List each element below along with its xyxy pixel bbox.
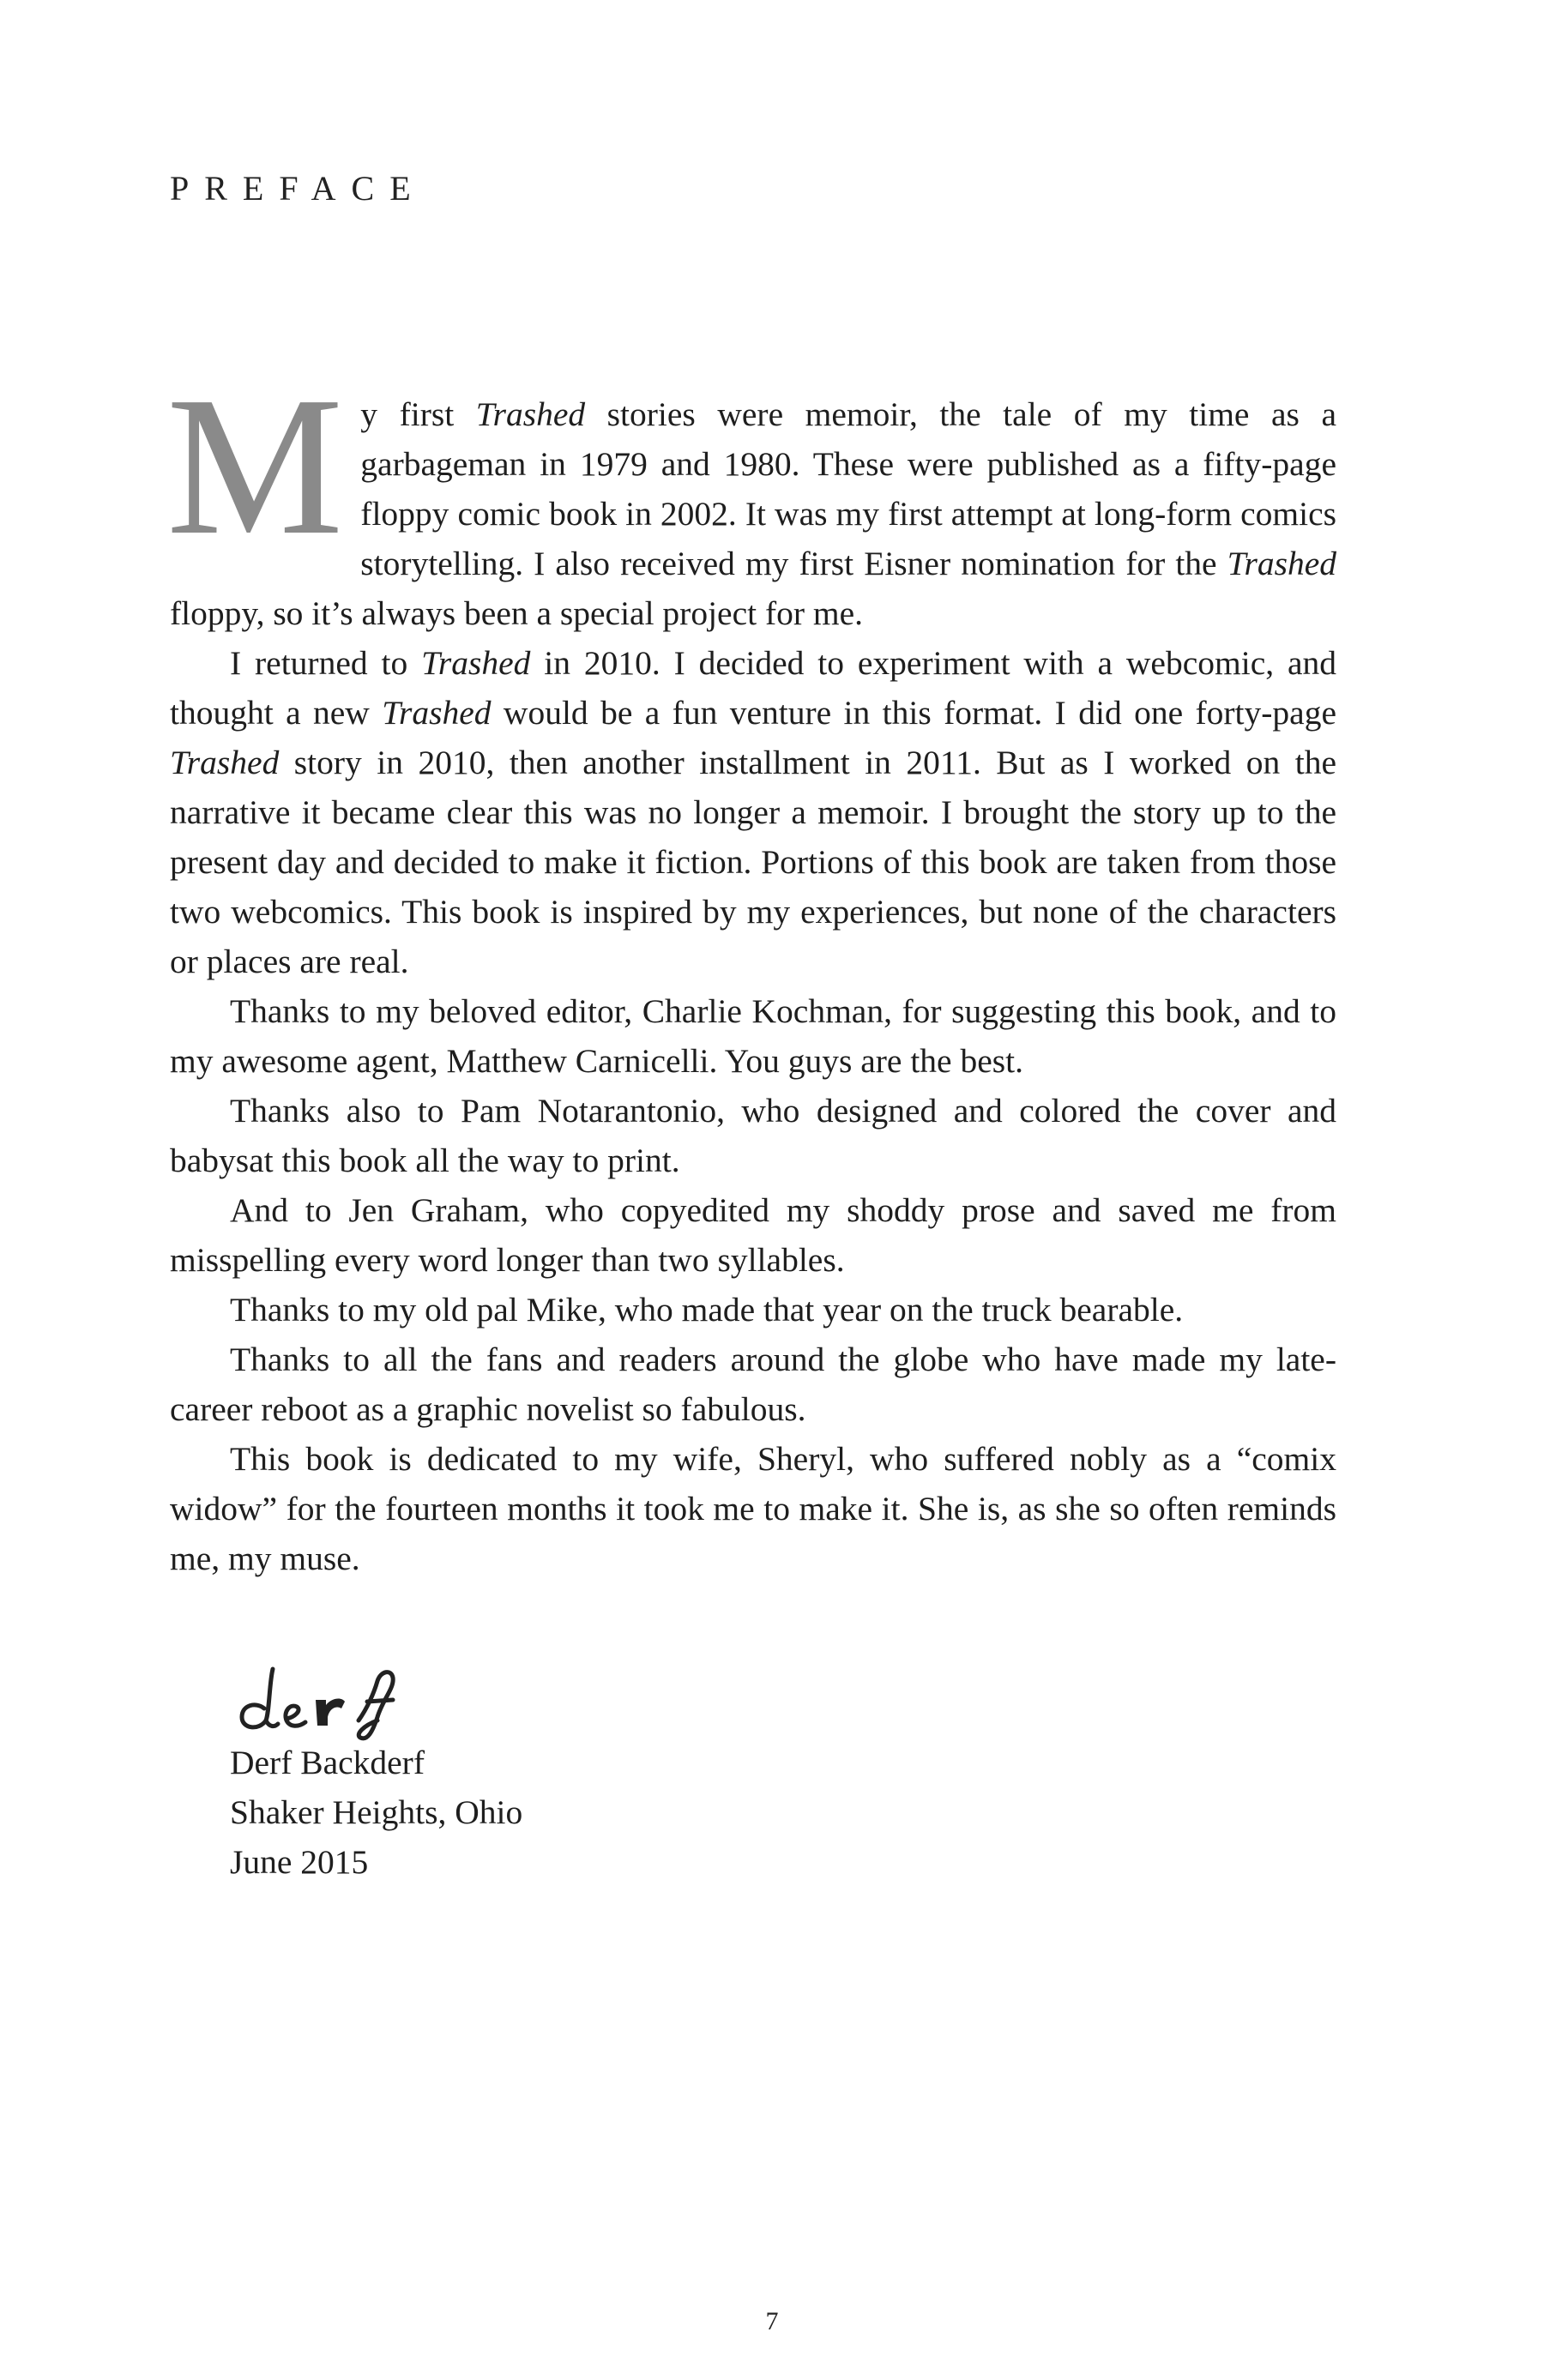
author-location: Shaker Heights, Ohio bbox=[230, 1793, 523, 1831]
paragraph-1 bbox=[166, 356, 1336, 638]
book-title: Trashed bbox=[475, 395, 586, 433]
author-name: Derf Backderf bbox=[230, 1744, 425, 1781]
paragraph-3: Thanks to my beloved editor, Charlie Kochman, for suggesting this book, and to my awesome agent, Matthew Carnicelli. You guys are the best. bbox=[170, 992, 1336, 1080]
paragraph-6: Thanks to my old pal Mike, who made that year on the truck bearable. bbox=[230, 1291, 1184, 1329]
text-run: story in 2010, then another installment in 2011. But as I worked on the narrative it became clear this was no longer a memoir. I brought the story up to the present day and decided to make it fiction. Portions of this book are taken from those two webcomics. This book is inspired by my experiences, but none of the characters or places are real. bbox=[170, 744, 1336, 980]
drop-cap: M bbox=[166, 356, 344, 576]
book-title: Trashed bbox=[1227, 545, 1336, 582]
book-title: Trashed bbox=[421, 644, 531, 682]
page-number: 7 bbox=[765, 2307, 779, 2335]
text-run: y first bbox=[360, 395, 476, 433]
text-run: would be a fun venture in this format. I did one forty-page bbox=[491, 694, 1336, 732]
preface-date: June 2015 bbox=[230, 1843, 369, 1881]
paragraph-8: This book is dedicated to my wife, Sheryl, who suffered nobly as a “comix widow” for the fourteen months it took me to make it. She is, as she so often reminds me, my muse. bbox=[170, 1440, 1336, 1577]
paragraph-2 bbox=[170, 638, 1336, 986]
book-title: Trashed bbox=[170, 744, 280, 781]
text-run: in 2010. I decided to experiment with a webcomic, and thought a new bbox=[170, 644, 1336, 732]
paragraph-7: Thanks to all the fans and readers around the globe who have made my late-career reboot as a graphic novelist so fabulous. bbox=[170, 1341, 1336, 1428]
paragraph-4: Thanks also to Pam Notarantonio, who designed and colored the cover and babysat this book all the way to print. bbox=[170, 1092, 1336, 1179]
text-run: floppy, so it’s always been a special project for me. bbox=[170, 594, 864, 632]
text-run: I returned to bbox=[230, 644, 422, 682]
signature-block bbox=[230, 1738, 522, 1887]
page-heading: PREFACE bbox=[170, 169, 426, 208]
handwritten-signature bbox=[230, 1648, 453, 1743]
paragraph-5: And to Jen Graham, who copyedited my shoddy prose and saved me from misspelling every word longer than two syllables. bbox=[170, 1191, 1336, 1279]
text-run: stories were memoir, the tale of my time as a garbageman in 1979 and 1980. These were published as a fifty-page floppy comic book in 2002. It was my first attempt at long-form comics storytelling. I also received my first Eisner nomination for the bbox=[360, 395, 1336, 582]
book-title: Trashed bbox=[382, 694, 492, 732]
preface-body bbox=[166, 356, 1336, 1583]
